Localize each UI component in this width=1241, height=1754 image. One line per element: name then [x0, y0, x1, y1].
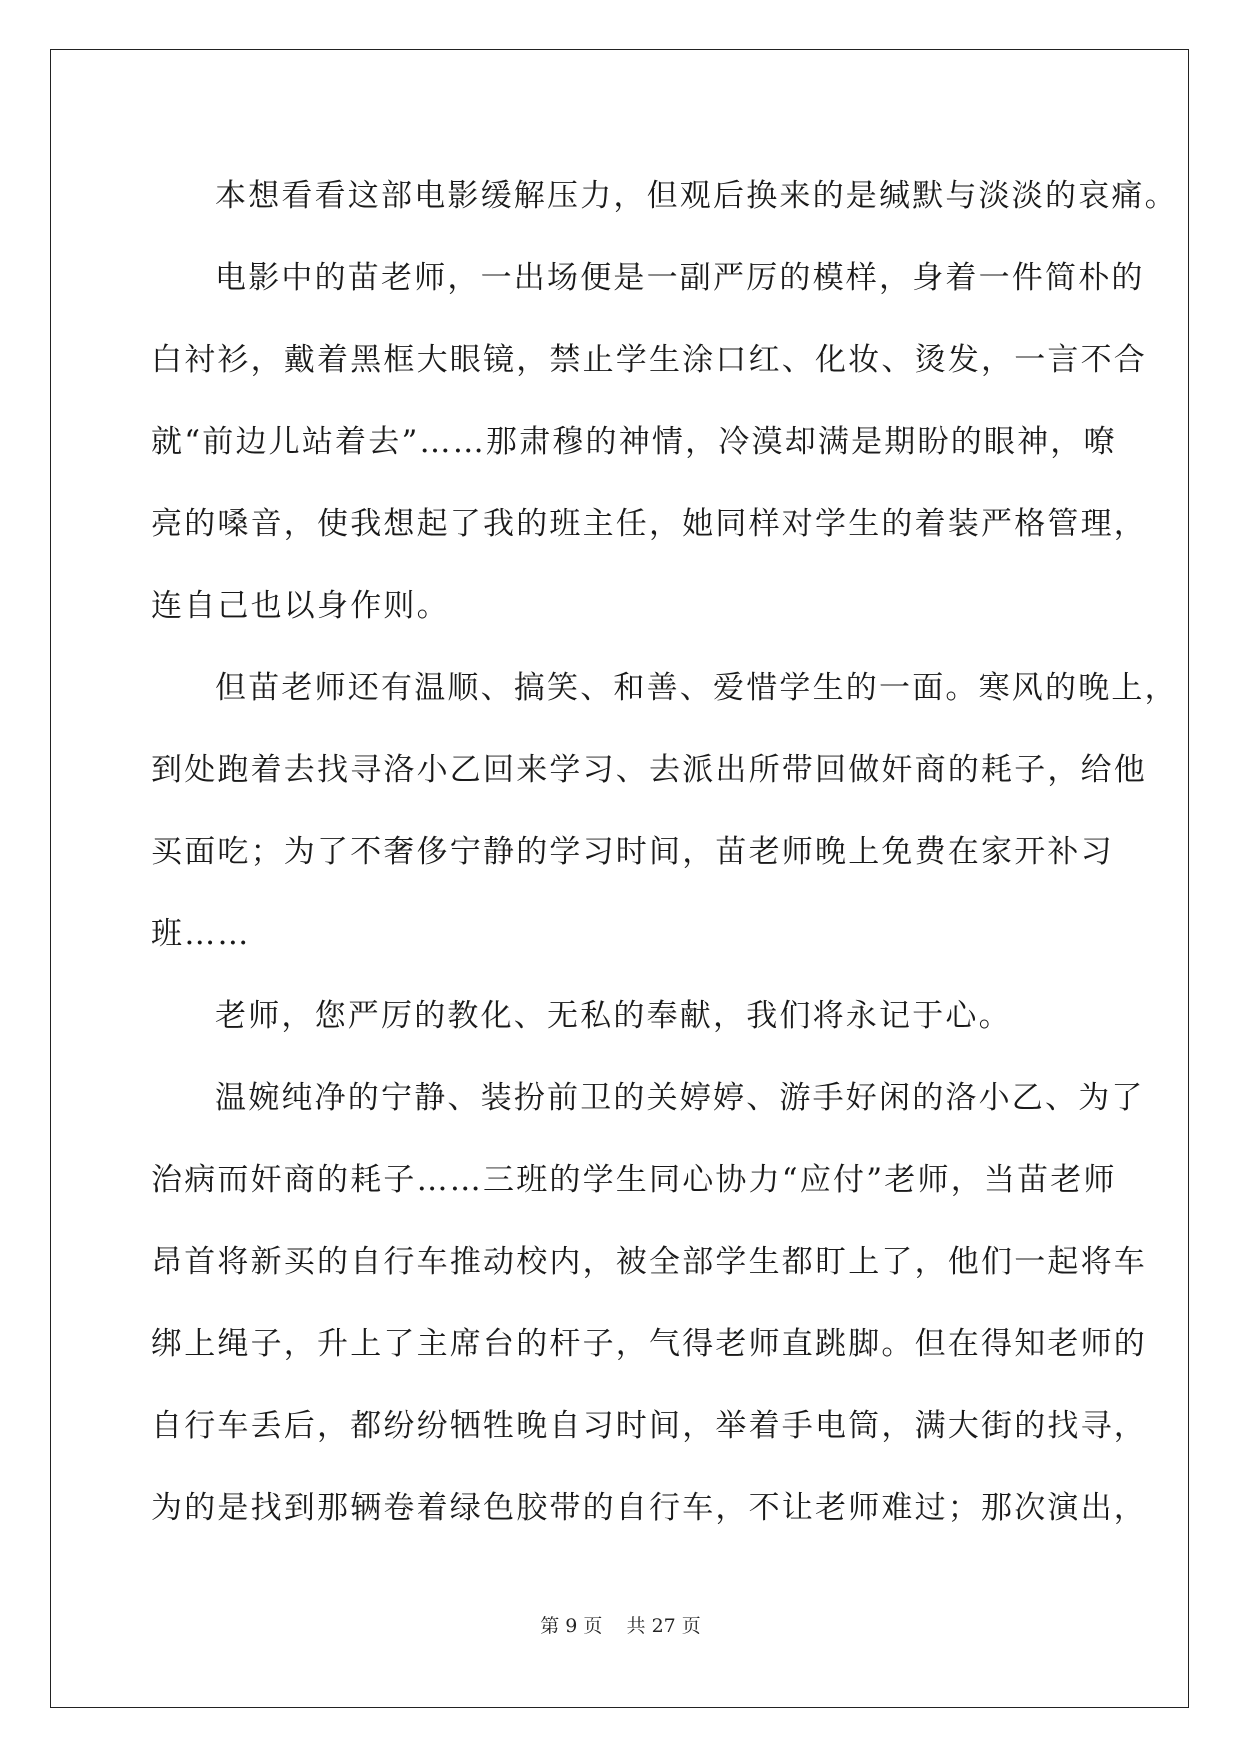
text-line: 治病而奸商的耗子……三班的学生同心协力“应付”老师，当苗老师	[151, 1162, 1117, 1198]
text-line: 昂首将新买的自行车推动校内，被全部学生都盯上了，他们一起将车	[151, 1244, 1147, 1280]
text-line: 亮的嗓音，使我想起了我的班主任，她同样对学生的着装严格管理，	[151, 506, 1147, 542]
text-line: 电影中的苗老师，一出场便是一副严厉的模样，身着一件简朴的	[215, 260, 1145, 296]
text-line: 但苗老师还有温顺、搞笑、和善、爱惜学生的一面。寒风的晚上，	[215, 670, 1178, 706]
text-line: 就“前边儿站着去”……那肃穆的神情，冷漠却满是期盼的眼神，嘹	[151, 424, 1117, 460]
text-line: 本想看看这部电影缓解压力，但观后换来的是缄默与淡淡的哀痛。	[215, 178, 1178, 214]
document-body	[151, 155, 1178, 1549]
page-number-footer: 第 9 页 共 27 页	[540, 1615, 701, 1637]
text-line: 老师，您严厉的教化、无私的奉献，我们将永记于心。	[215, 998, 1012, 1034]
text-line: 买面吃；为了不奢侈宁静的学习时间，苗老师晚上免费在家开补习	[151, 834, 1114, 870]
text-line: 白衬衫，戴着黑框大眼镜，禁止学生涂口红、化妆、烫发，一言不合	[151, 342, 1147, 378]
text-line: 为的是找到那辆卷着绿色胶带的自行车，不让老师难过；那次演出，	[151, 1490, 1147, 1526]
text-line: 自行车丢后，都纷纷牺牲晚自习时间，举着手电筒，满大街的找寻，	[151, 1408, 1147, 1444]
text-line: 连自己也以身作则。	[151, 588, 450, 624]
text-line: 绑上绳子，升上了主席台的杆子，气得老师直跳脚。但在得知老师的	[151, 1326, 1147, 1362]
text-line: 到处跑着去找寻洛小乙回来学习、去派出所带回做奸商的耗子，给他	[151, 752, 1147, 788]
text-line: 温婉纯净的宁静、装扮前卫的关婷婷、游手好闲的洛小乙、为了	[215, 1080, 1145, 1116]
text-line: 班……	[151, 916, 251, 952]
